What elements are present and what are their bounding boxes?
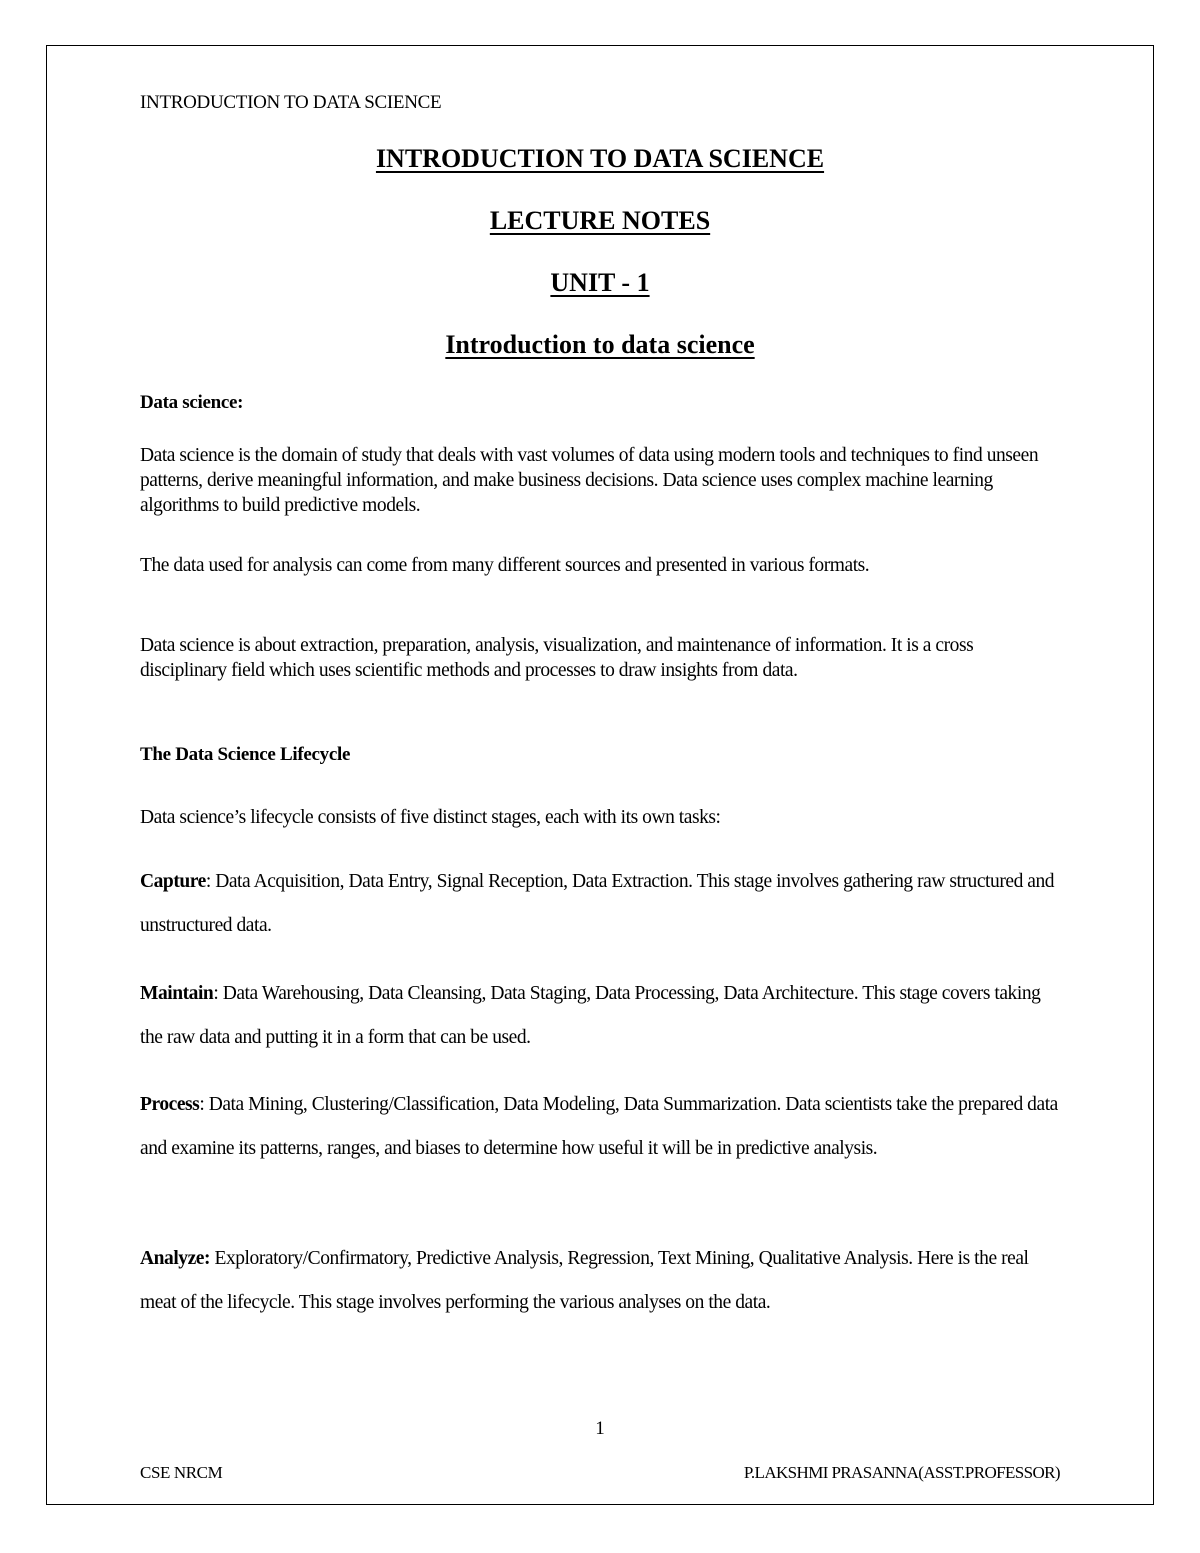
stage-label: Capture xyxy=(140,871,206,892)
document-title: INTRODUCTION TO DATA SCIENCE xyxy=(375,144,825,173)
footer-institution: CSE NRCM xyxy=(140,1463,223,1482)
stage-maintain xyxy=(140,972,1060,1060)
data-science-heading: Data science: xyxy=(140,392,244,413)
paragraph-sources: The data used for analysis can come from many different sources and presented in various formats. xyxy=(140,555,870,576)
paragraph-extraction: Data science is about extraction, preparation, analysis, visualization, and maintenance of information. It is a cross disciplinary field which uses scientific methods and processes to draw insights from data. xyxy=(140,635,974,681)
stage-text: Exploratory/Confirmatory, Predictive Analysis, Regression, Text Mining, Qualitative Analysis. Here is the real meat of the lifecycle. This stage involves performing the various analyses on the data. xyxy=(140,1248,1029,1313)
lifecycle-heading: The Data Science Lifecycle xyxy=(140,744,351,765)
stage-label: Process xyxy=(140,1094,200,1115)
running-header: INTRODUCTION TO DATA SCIENCE xyxy=(140,92,442,113)
stage-text: : Data Warehousing, Data Cleansing, Data Staging, Data Processing, Data Architecture. This stage covers taking the raw data and putting it in a form that can be used. xyxy=(140,983,1041,1048)
paragraph-definition: Data science is the domain of study that deals with vast volumes of data using modern tools and techniques to find unseen patterns, derive meaningful information, and make business decisions. Data science uses complex machine learning algorithms to build predictive models. xyxy=(140,445,1039,516)
lifecycle-intro: Data science’s lifecycle consists of five distinct stages, each with its own tasks: xyxy=(140,807,721,828)
stage-label: Analyze: xyxy=(140,1248,211,1269)
page-number: 1 xyxy=(595,1418,605,1439)
document-subtitle: LECTURE NOTES xyxy=(489,206,711,235)
stage-capture xyxy=(140,860,1060,948)
stage-text: : Data Mining, Clustering/Classification, Data Modeling, Data Summarization. Data scientists take the prepared data and examine its patterns, ranges, and biases to determine how useful it will be in predictive analysis. xyxy=(140,1094,1058,1159)
stage-process xyxy=(140,1083,1060,1171)
topic-heading: Introduction to data science xyxy=(445,330,755,359)
footer-author: P.LAKSHMI PRASANNA(ASST.PROFESSOR) xyxy=(743,1463,1060,1482)
stage-analyze xyxy=(140,1237,1060,1325)
unit-heading: UNIT - 1 xyxy=(550,268,650,297)
stage-text: : Data Acquisition, Data Entry, Signal Reception, Data Extraction. This stage involves gathering raw structured and unstructured data. xyxy=(140,871,1055,936)
stage-label: Maintain xyxy=(140,983,214,1004)
